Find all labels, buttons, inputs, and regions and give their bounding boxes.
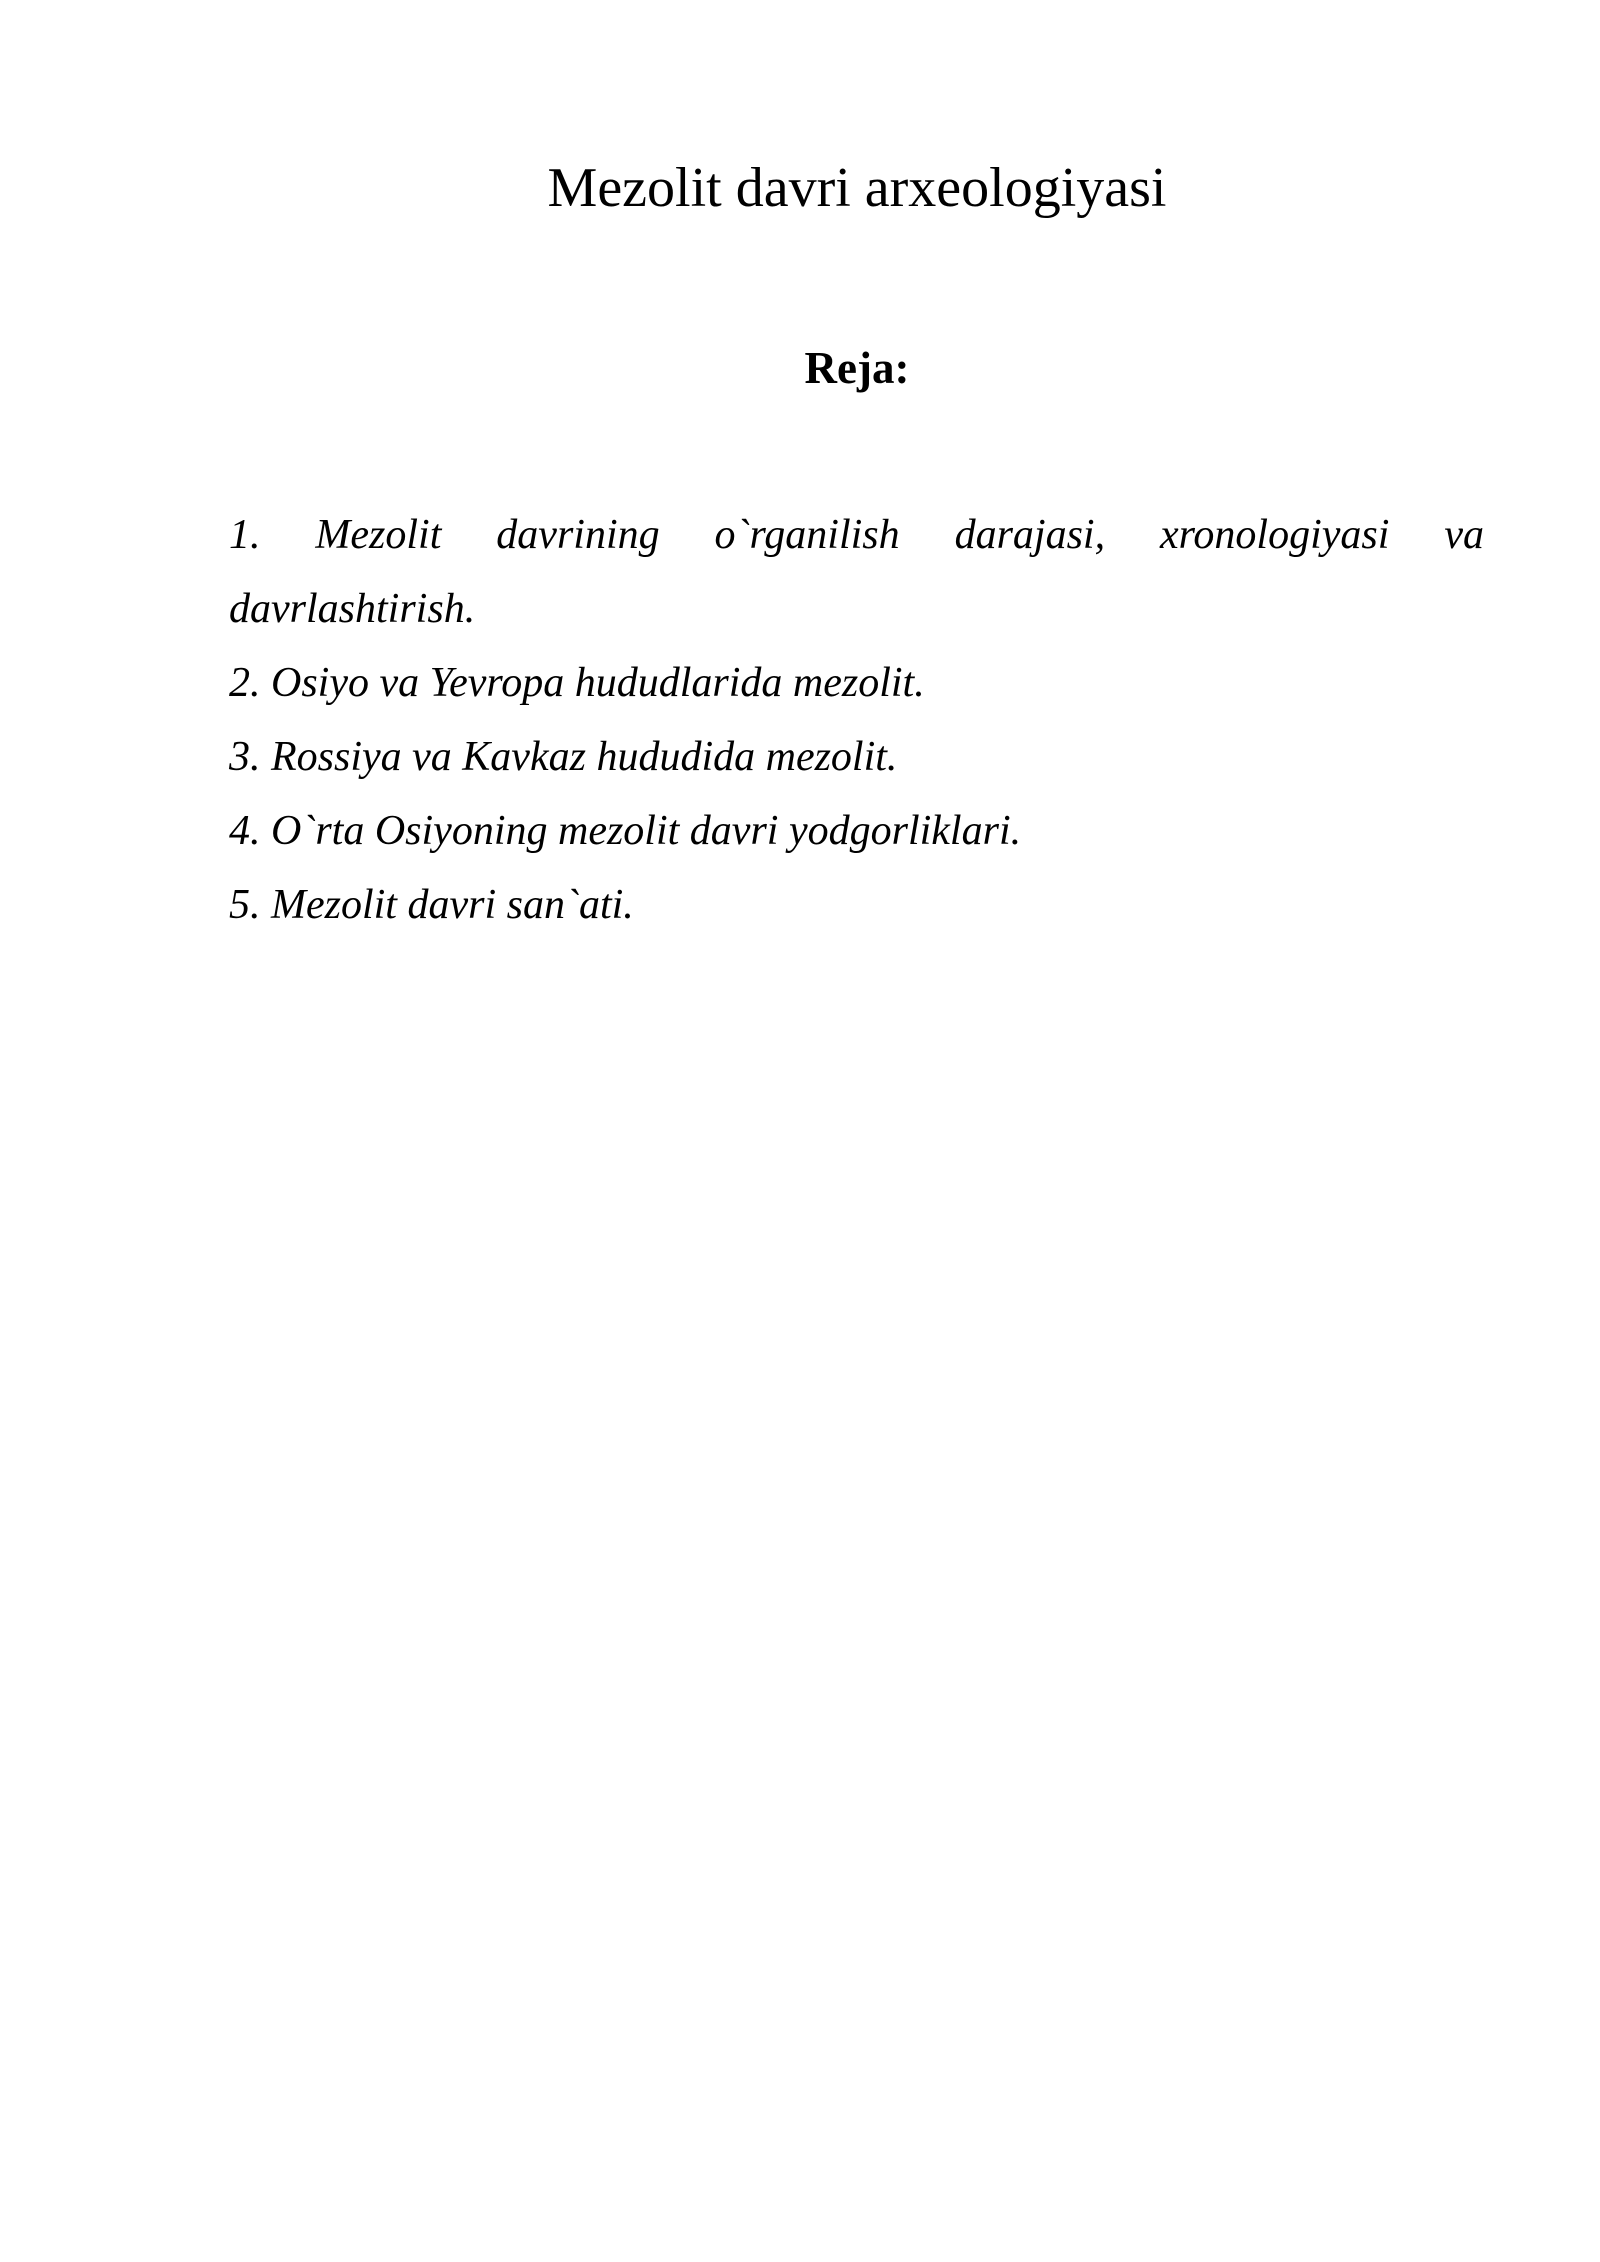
plan-list	[229, 498, 1484, 942]
plan-item-1	[229, 498, 1484, 646]
plan-item-1-first-line	[229, 498, 1484, 572]
plan-item-1-word: darajasi,	[954, 512, 1106, 558]
plan-item-5: 5. Mezolit davri san`ati.	[229, 882, 634, 928]
plan-item-1-word: Mezolit	[315, 512, 442, 558]
plan-item-1-word: o`rganilish	[714, 512, 900, 558]
plan-item-3: 3. Rossiya va Kavkaz hududida mezolit.	[229, 734, 898, 780]
plan-item-1-word: davrining	[496, 512, 660, 558]
plan-item-1-number: 1.	[229, 512, 261, 558]
document-title: Mezolit davri arxeologiyasi	[547, 157, 1167, 219]
plan-item-2: 2. Osiyo va Yevropa hududlarida mezolit.	[229, 660, 925, 706]
plan-item-1-word: va	[1444, 512, 1484, 558]
plan-item-1-second-line: davrlashtirish.	[229, 586, 476, 632]
plan-item-1-word: xronologiyasi	[1160, 512, 1390, 558]
plan-item-4: 4. O`rta Osiyoning mezolit davri yodgorliklari.	[229, 808, 1022, 854]
plan-heading: Reja:	[804, 343, 910, 393]
